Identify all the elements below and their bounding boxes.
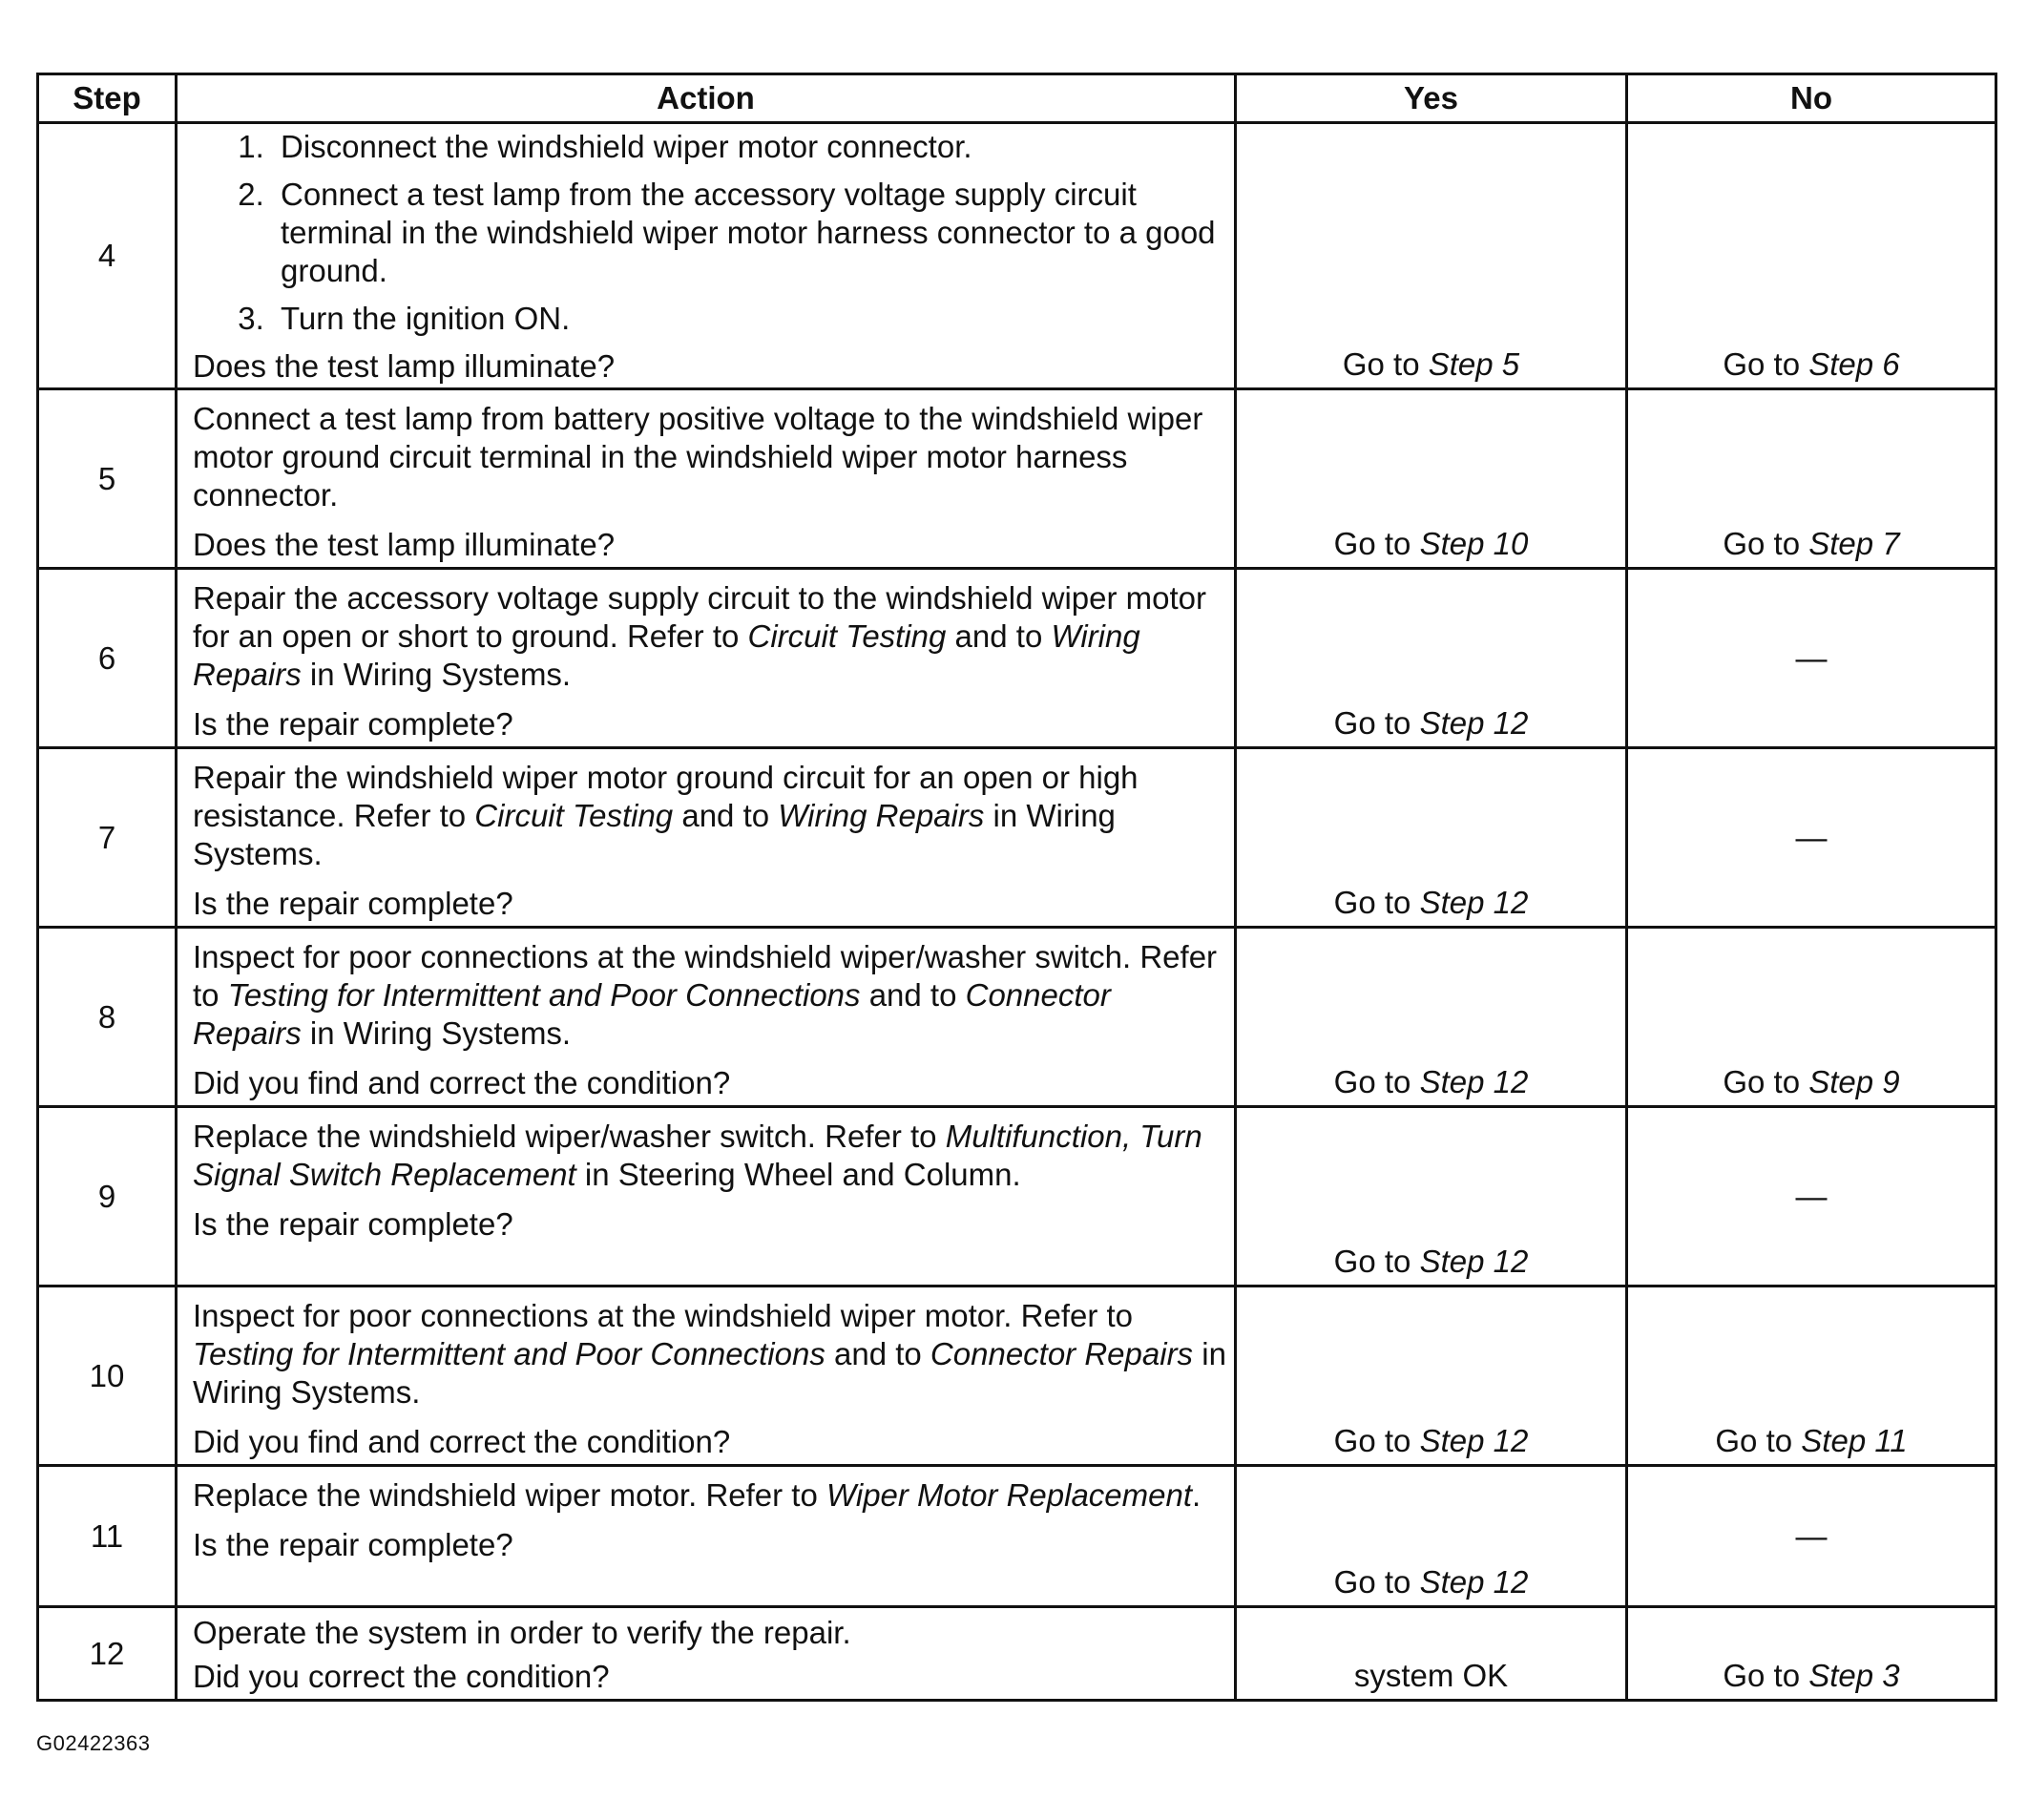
action-cell	[177, 1107, 1236, 1287]
step-number: 5	[38, 389, 177, 569]
yes-target: Step 10	[1419, 526, 1529, 561]
no-cell	[1627, 123, 1996, 389]
question-text: Did you find and correct the condition?	[193, 1065, 731, 1100]
yes-cell	[1236, 569, 1627, 748]
yes-cell	[1236, 1287, 1627, 1466]
no-target: Step 6	[1808, 346, 1900, 382]
action-text-run: Inspect for poor connections at the windshield wiper/washer switch. Refer to	[193, 939, 1218, 1013]
action-cell	[177, 928, 1236, 1107]
yes-target: Step 12	[1419, 885, 1529, 920]
yes-prefix: Go to	[1333, 705, 1411, 741]
action-text-run: Repair the accessory voltage supply circuit to the windshield wiper motor for an open or short to ground. Refer to	[193, 580, 1206, 654]
yes-cell	[1236, 1607, 1627, 1701]
action-text-run: in Steering Wheel and Column.	[575, 1157, 1021, 1192]
no-dash: —	[1795, 819, 1828, 855]
reference-link-text: Connector Repairs	[930, 1336, 1194, 1371]
yes-target: Step 5	[1428, 346, 1520, 382]
action-text-run: Repair the windshield wiper motor ground circuit for an open or high resistance. Refer to	[193, 760, 1139, 833]
no-cell	[1627, 1607, 1996, 1701]
yes-cell	[1236, 748, 1627, 928]
no-target: Step 9	[1808, 1064, 1900, 1099]
yes-plain: system OK	[1353, 1658, 1509, 1693]
table-row	[38, 1466, 1996, 1607]
yes-cell	[1236, 1466, 1627, 1607]
question-text: Is the repair complete?	[193, 886, 513, 921]
table-row	[38, 748, 1996, 928]
action-cell	[177, 123, 1236, 389]
table-row	[38, 1287, 1996, 1466]
question-text: Did you correct the condition?	[193, 1659, 610, 1694]
action-text-run: and to	[673, 798, 779, 833]
action-text-run: and to	[946, 618, 1052, 654]
no-cell	[1627, 928, 1996, 1107]
action-text-run: Operate the system in order to verify the repair.	[193, 1615, 851, 1650]
no-target: Step 3	[1808, 1658, 1900, 1693]
yes-cell	[1236, 123, 1627, 389]
question-text: Is the repair complete?	[193, 706, 513, 742]
list-item: 2. Connect a test lamp from the accessory voltage supply circuit terminal in the windshield wiper motor harness connector to a good ground.	[273, 176, 1226, 290]
action-cell	[177, 1607, 1236, 1701]
header-step: Step	[38, 74, 177, 123]
action-text	[193, 1118, 1226, 1194]
step-number: 8	[38, 928, 177, 1107]
action-text-run: and to	[860, 977, 966, 1013]
step-number: 7	[38, 748, 177, 928]
question-text: Is the repair complete?	[193, 1206, 513, 1242]
action-text-run: Connect a test lamp from battery positive voltage to the windshield wiper motor ground circuit terminal in the windshield wiper motor harness connector.	[193, 401, 1203, 513]
question-text: Does the test lamp illuminate?	[193, 348, 616, 384]
action-text-run: and to	[825, 1336, 930, 1371]
action-text	[193, 759, 1226, 873]
table-row	[38, 123, 1996, 389]
action-text-run: Replace the windshield wiper/washer switch. Refer to	[193, 1119, 946, 1154]
list-item: 3. Turn the ignition ON.	[273, 300, 1226, 338]
no-prefix: Go to	[1723, 526, 1801, 561]
no-target: Step 7	[1808, 526, 1900, 561]
no-prefix: Go to	[1715, 1423, 1793, 1458]
step-number: 10	[38, 1287, 177, 1466]
action-text-run: .	[1192, 1477, 1202, 1513]
reference-link-text: Connector Repairs	[193, 977, 1111, 1051]
action-text	[193, 938, 1226, 1053]
yes-prefix: Go to	[1333, 526, 1411, 561]
step-number: 4	[38, 123, 177, 389]
list-item: 1. Disconnect the windshield wiper motor connector.	[273, 128, 1226, 166]
diagnostic-table	[36, 73, 1997, 1702]
reference-link-text: Circuit Testing	[747, 618, 947, 654]
reference-link-text: Circuit Testing	[474, 798, 674, 833]
action-cell	[177, 569, 1236, 748]
yes-prefix: Go to	[1333, 885, 1411, 920]
header-row	[38, 74, 1996, 123]
yes-prefix: Go to	[1333, 1564, 1411, 1600]
action-text	[193, 1297, 1226, 1412]
yes-target: Step 12	[1419, 1064, 1529, 1099]
no-cell	[1627, 1287, 1996, 1466]
no-prefix: Go to	[1723, 1064, 1801, 1099]
step-number: 9	[38, 1107, 177, 1287]
action-text-run: in Wiring Systems.	[193, 798, 1116, 871]
table-row	[38, 389, 1996, 569]
action-cell	[177, 1287, 1236, 1466]
action-text-run: in Wiring Systems.	[301, 1015, 572, 1051]
action-text-run: Replace the windshield wiper motor. Refer to	[193, 1477, 826, 1513]
reference-link-text: Wiring Repairs	[193, 618, 1140, 692]
action-text	[193, 1614, 1226, 1652]
yes-target: Step 12	[1419, 1423, 1529, 1458]
no-dash: —	[1795, 1517, 1828, 1554]
action-cell	[177, 748, 1236, 928]
no-cell	[1627, 1466, 1996, 1607]
action-steps-list	[193, 128, 1226, 338]
yes-prefix: Go to	[1333, 1244, 1411, 1279]
action-cell	[177, 1466, 1236, 1607]
action-cell	[177, 389, 1236, 569]
question-text: Is the repair complete?	[193, 1527, 513, 1562]
action-text-run: in Wiring Systems.	[301, 657, 572, 692]
no-cell	[1627, 748, 1996, 928]
yes-cell	[1236, 1107, 1627, 1287]
no-prefix: Go to	[1723, 346, 1801, 382]
reference-link-text: Multifunction, Turn Signal Switch Replacement	[193, 1119, 1202, 1192]
table-row	[38, 569, 1996, 748]
header-action: Action	[177, 74, 1236, 123]
header-no: No	[1627, 74, 1996, 123]
no-cell	[1627, 389, 1996, 569]
action-text	[193, 1476, 1226, 1515]
no-prefix: Go to	[1723, 1658, 1801, 1693]
step-number: 6	[38, 569, 177, 748]
figure-id: G02422363	[36, 1731, 151, 1755]
no-cell	[1627, 1107, 1996, 1287]
no-target: Step 11	[1801, 1423, 1908, 1458]
yes-cell	[1236, 928, 1627, 1107]
table-row	[38, 1607, 1996, 1701]
yes-cell	[1236, 389, 1627, 569]
reference-link-text: Wiper Motor Replacement	[826, 1477, 1193, 1513]
header-yes: Yes	[1236, 74, 1627, 123]
yes-target: Step 12	[1419, 1244, 1529, 1279]
action-text-run: in Wiring Systems.	[193, 1336, 1226, 1410]
yes-prefix: Go to	[1333, 1423, 1411, 1458]
reference-link-text: Wiring Repairs	[778, 798, 985, 833]
reference-link-text: Testing for Intermittent and Poor Connections	[193, 1336, 825, 1371]
yes-target: Step 12	[1419, 1564, 1529, 1600]
yes-prefix: Go to	[1333, 1064, 1411, 1099]
table-row	[38, 1107, 1996, 1287]
action-text	[193, 400, 1226, 514]
yes-target: Step 12	[1419, 705, 1529, 741]
question-text: Does the test lamp illuminate?	[193, 527, 616, 562]
no-cell	[1627, 569, 1996, 748]
step-number: 12	[38, 1607, 177, 1701]
step-number: 11	[38, 1466, 177, 1607]
action-text	[193, 579, 1226, 694]
table-row	[38, 928, 1996, 1107]
question-text: Did you find and correct the condition?	[193, 1424, 731, 1459]
action-text-run: Inspect for poor connections at the windshield wiper motor. Refer to	[193, 1298, 1134, 1333]
no-dash: —	[1795, 639, 1828, 676]
yes-prefix: Go to	[1342, 346, 1420, 382]
reference-link-text: Testing for Intermittent and Poor Connections	[227, 977, 861, 1013]
no-dash: —	[1795, 1178, 1828, 1214]
